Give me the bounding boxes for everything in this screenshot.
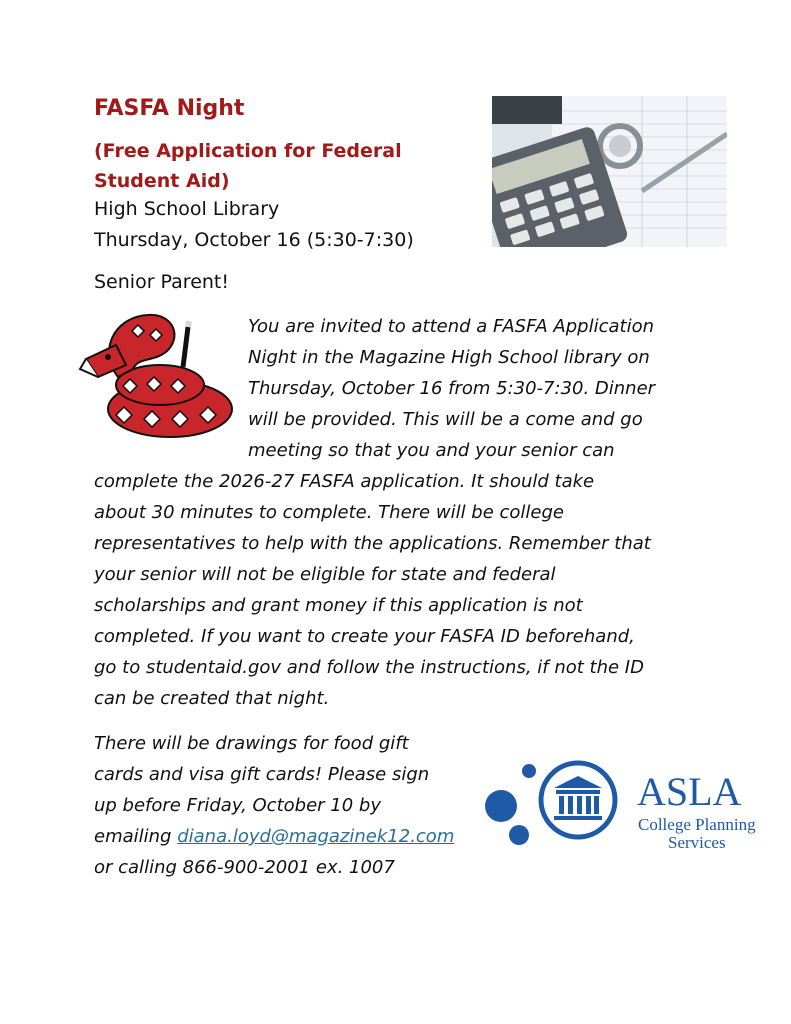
event-location: High School Library xyxy=(94,198,280,220)
invitation-paragraph xyxy=(248,311,655,466)
paragraph-line: You are invited to attend a FASFA Application xyxy=(248,316,654,337)
paragraph-line: meeting so that you and your senior can xyxy=(248,440,615,461)
paragraph-line: Night in the Magazine High School library on xyxy=(248,347,650,368)
event-date: Thursday, October 16 (5:30-7:30) xyxy=(94,229,414,251)
paragraph-line: Thursday, October 16 from 5:30-7:30. Dinner xyxy=(248,378,656,399)
paragraph-line: scholarships and grant money if this application is not xyxy=(94,595,583,616)
paragraph-line: completed. If you want to create your FASFA ID beforehand, xyxy=(94,626,635,647)
paragraph-line: There will be drawings for food gift xyxy=(94,733,409,754)
calculator-photo xyxy=(492,96,727,247)
page-subtitle: (Free Application for Federal Student Aid) xyxy=(94,140,402,192)
email-link[interactable]: diana.loyd@magazinek12.com xyxy=(177,826,455,847)
asla-logo xyxy=(482,750,772,855)
paragraph-line: go to studentaid.gov and follow the instructions, if not the ID xyxy=(94,657,644,678)
logo-line1: College Planning xyxy=(638,815,756,834)
emailing-label: emailing xyxy=(94,826,178,847)
phone-line: or calling 866-900-2001 ex. 1007 xyxy=(94,857,395,878)
greeting: Senior Parent! xyxy=(94,271,229,293)
email-line xyxy=(94,821,454,852)
paragraph-line: will be provided. This will be a come and go xyxy=(248,409,643,430)
paragraph-line: up before Friday, October 10 by xyxy=(94,795,381,816)
invitation-paragraph-continued xyxy=(94,466,651,714)
paragraph-line: complete the 2026-27 FASFA application. It should take xyxy=(94,471,595,492)
page-title: FASFA Night xyxy=(94,96,245,121)
paragraph-line: your senior will not be eligible for state and federal xyxy=(94,564,556,585)
rattlesnake-mascot-image xyxy=(78,307,240,444)
paragraph-line: cards and visa gift cards! Please sign xyxy=(94,764,430,785)
paragraph-line: representatives to help with the applications. Remember that xyxy=(94,533,651,554)
logo-name: ASLA xyxy=(637,769,742,814)
paragraph-line: about 30 minutes to complete. There will be college xyxy=(94,502,565,523)
logo-line2: Services xyxy=(668,833,726,852)
paragraph-line: can be created that night. xyxy=(94,688,330,709)
drawing-paragraph xyxy=(94,728,454,883)
